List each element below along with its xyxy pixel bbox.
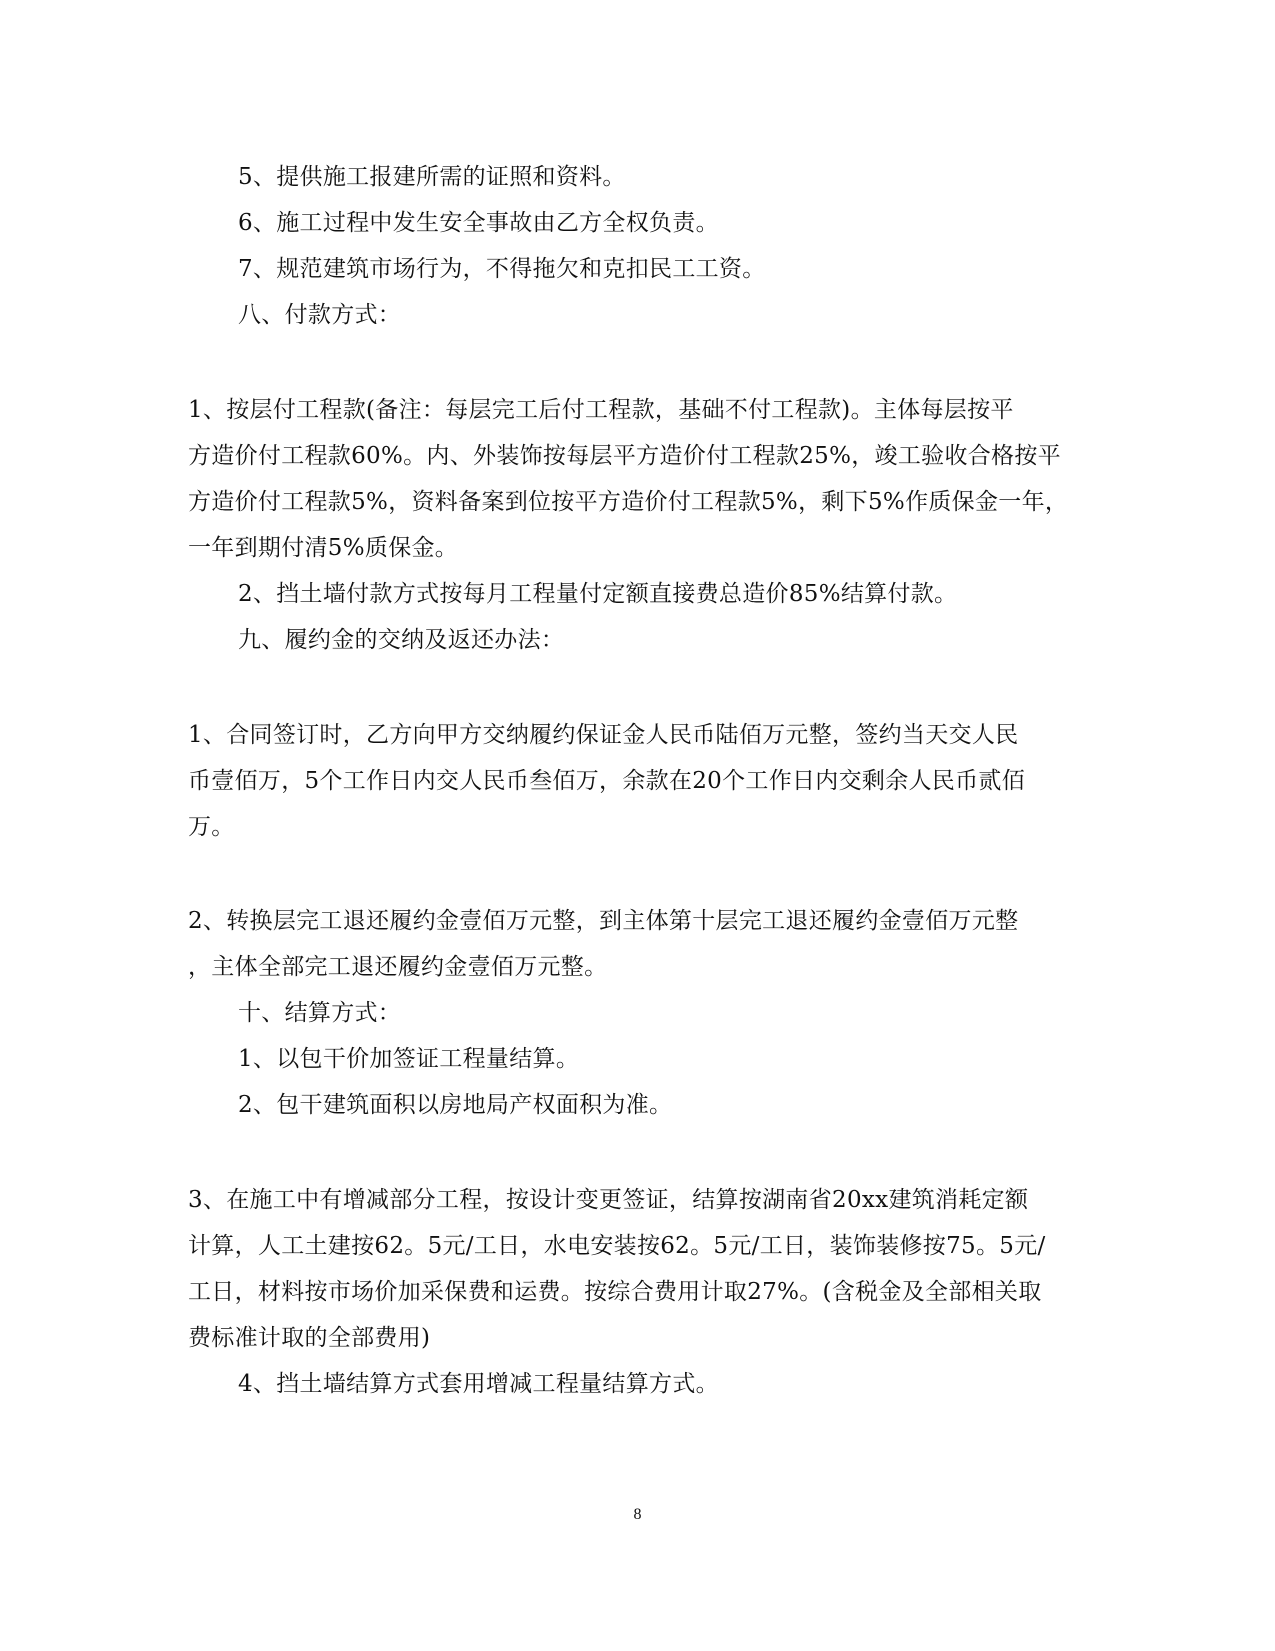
payment-1-line-1: 1、按层付工程款(备注：每层完工后付工程款，基础不付工程款)。主体每层按平 bbox=[188, 397, 1014, 423]
settlement-1-line: 1、以包干价加签证工程量结算。 bbox=[238, 1046, 580, 1072]
clause-7-line: 7、规范建筑市场行为，不得拖欠和克扣民工工资。 bbox=[238, 256, 766, 282]
deposit-2-line-1: 2、转换层完工退还履约金壹佰万元整，到主体第十层完工退还履约金壹佰万元整 bbox=[188, 908, 1019, 934]
section-9-heading: 九、履约金的交纳及返还办法： bbox=[238, 627, 565, 653]
deposit-2-line-2: ，主体全部完工退还履约金壹佰万元整。 bbox=[188, 954, 608, 980]
settlement-2-line: 2、包干建筑面积以房地局产权面积为准。 bbox=[238, 1092, 673, 1118]
clause-6-line: 6、施工过程中发生安全事故由乙方全权负责。 bbox=[238, 210, 719, 236]
clause-5-line: 5、提供施工报建所需的证照和资料。 bbox=[238, 164, 626, 190]
deposit-1-line-2: 币壹佰万，5个工作日内交人民币叁佰万，余款在20个工作日内交剩余人民币贰佰 bbox=[188, 768, 1025, 794]
deposit-1-line-1: 1、合同签订时，乙方向甲方交纳履约保证金人民币陆佰万元整，签约当天交人民 bbox=[188, 722, 1019, 748]
payment-1-line-3: 方造价付工程款5%，资料备案到位按平方造价付工程款5%，剩下5%作质保金一年， bbox=[188, 489, 1069, 515]
settlement-4-line: 4、挡土墙结算方式套用增减工程量结算方式。 bbox=[238, 1371, 719, 1397]
settlement-3-line-3: 工日，材料按市场价加采保费和运费。按综合费用计取27%。(含税金及全部相关取 bbox=[188, 1279, 1042, 1305]
settlement-3-line-2: 计算，人工土建按62。5元/工日，水电安装按62。5元/工日，装饰装修按75。5元/ bbox=[188, 1233, 1046, 1259]
section-10-heading: 十、结算方式： bbox=[238, 1000, 402, 1026]
deposit-1-line-3: 万。 bbox=[188, 814, 235, 840]
section-8-heading: 八、付款方式： bbox=[238, 302, 402, 328]
payment-1-line-4: 一年到期付清5%质保金。 bbox=[188, 535, 459, 561]
page-number: 8 bbox=[633, 1506, 642, 1523]
settlement-3-line-4: 费标准计取的全部费用) bbox=[188, 1325, 431, 1351]
payment-1-line-2: 方造价付工程款60%。内、外装饰按每层平方造价付工程款25%，竣工验收合格按平 bbox=[188, 443, 1061, 469]
settlement-3-line-1: 3、在施工中有增减部分工程，按设计变更签证，结算按湖南省20xx建筑消耗定额 bbox=[188, 1187, 1029, 1213]
payment-2-line: 2、挡土墙付款方式按每月工程量付定额直接费总造价85%结算付款。 bbox=[238, 581, 958, 607]
